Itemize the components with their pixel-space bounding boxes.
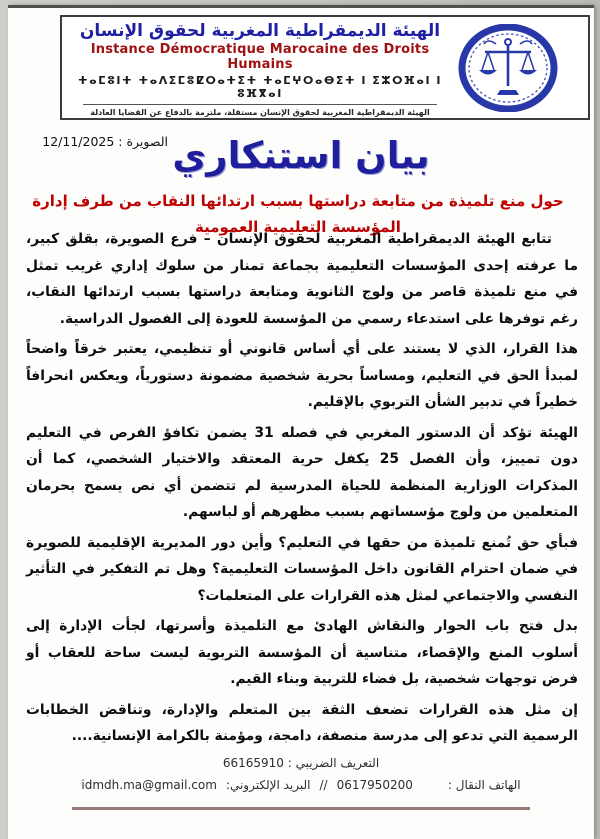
org-name-arabic: الهيئة الديمقراطية المغربية لحقوق الإنسان [79, 20, 441, 41]
letterhead-divider [83, 104, 436, 105]
tax-id-line: التعريف الضريبي : 66165910 [222, 756, 380, 770]
email-label: البريد الإلكتروني: [225, 778, 311, 792]
org-tagline: الهيئة الديمقراطية المغربية لحقوق الإنسان مستقلة، ملتزمة بالدفاع عن القضايا العادلة [90, 107, 430, 117]
separator: // [319, 778, 328, 792]
phone-number: 0617950200 [336, 778, 413, 792]
email-address: idmdh.ma@gmail.com [81, 778, 217, 792]
document-page [8, 5, 594, 839]
phone-label: الهاتف النقال : [447, 778, 521, 792]
body-paragraph: بدل فتح باب الحوار والنقاش الهادئ مع التلميذة وأسرتها، لجأت الإدارة إلى أسلوب المنع والإقصاء، متناسية أن المؤسسة التربوية ليست ساحة للعقاب أو فرض توجهات شخصية، بل فضاء للتربية وبناء القيم. [26, 618, 578, 687]
org-name-french: Instance Démocratique Marocaine des Droits Humains [90, 41, 430, 72]
body-paragraph: إن مثل هذه القرارات تضعف الثقة بين المتعلم والإدارة، وتناقض الخطابات الرسمية التي تدعو إلى مدرسة منصفة، دامجة، ومؤمنة بالكرامة الإنسانية.... [26, 701, 578, 744]
letterhead-text [62, 17, 452, 119]
contact-line [8, 778, 594, 792]
statement-body [26, 226, 578, 754]
letterhead [60, 15, 590, 120]
statement-title: بيان استنكاري [172, 134, 430, 177]
footer-divider [72, 807, 529, 810]
scales-of-justice-icon [458, 24, 558, 112]
statement-subtitle: حول منع تلميذة من متابعة دراستها بسبب ارتدائها النقاب من طرف إدارة المؤسسة التعليمية العمومية [32, 192, 564, 236]
org-logo [456, 24, 560, 112]
body-paragraph: تتابع الهيئة الديمقراطية المغربية لحقوق الإنسان – فرع الصويرة، بقلق كبير، ما عرفته إحدى المؤسسات التعليمية بجماعة تمنار من سلوك إداري غريب تمثل في منع تلميذة قاصر من ولوج الثانوية ومتابعة دراستها بسبب ارتدائها النقاب، رغم توفرها على استدعاء رسمي من المؤسسة للعودة إلى الفصول الدراسية. [26, 231, 578, 327]
body-paragraph: هذا القرار، الذي لا يستند على أي أساس قانوني أو تنظيمي، يعتبر خرقاً واضحاً لمبدأ الحق في التعليم، ومساساً بحرية شخصية مضمونة دستورياً، ويعكس انحرافاً خطيراً في تدبير الشأن التربوي بالإقليم. [26, 341, 578, 410]
body-paragraph: الهيئة تؤكد أن الدستور المغربي في فصله 31 يضمن تكافؤ الفرص في التعليم دون تمييز، وأن الفصل 25 يكفل حرية المعتقد والاختيار الشخصي، كما أن المذكرات الوزارية المنظمة للحياة المدرسية لم تتضمن أي نص يسمح بحرمان المتعلمين من ولوج مؤسساتهم بسبب مظهرهم أو لباسهم. [26, 424, 578, 520]
document-footer [8, 756, 594, 810]
org-name-tifinagh: ⵜⴰⵎⵓⵏⵜ ⵜⴰⴷⵉⵎⵓⵇⵔⴰⵜⵉⵜ ⵜⴰⵎⵖⵔⴰⴱⵉⵜ ⵏ ⵉⵣⵔⴼⴰⵏ ⵏ ⵓⴼⴳⴰⵏ [78, 73, 442, 100]
body-paragraph: فبأي حق تُمنع تلميذة من حقها في التعليم؟ وأين دور المديرية الإقليمية للصويرة في ضمان احترام القانون داخل المؤسسات التعليمية؟ وهل تم التفكير في التأثير النفسي والاجتماعي لمثل هذه القرارات على المتعلمات؟ [26, 534, 578, 604]
dateline: الصويرة : 12/11/2025 [42, 134, 168, 149]
